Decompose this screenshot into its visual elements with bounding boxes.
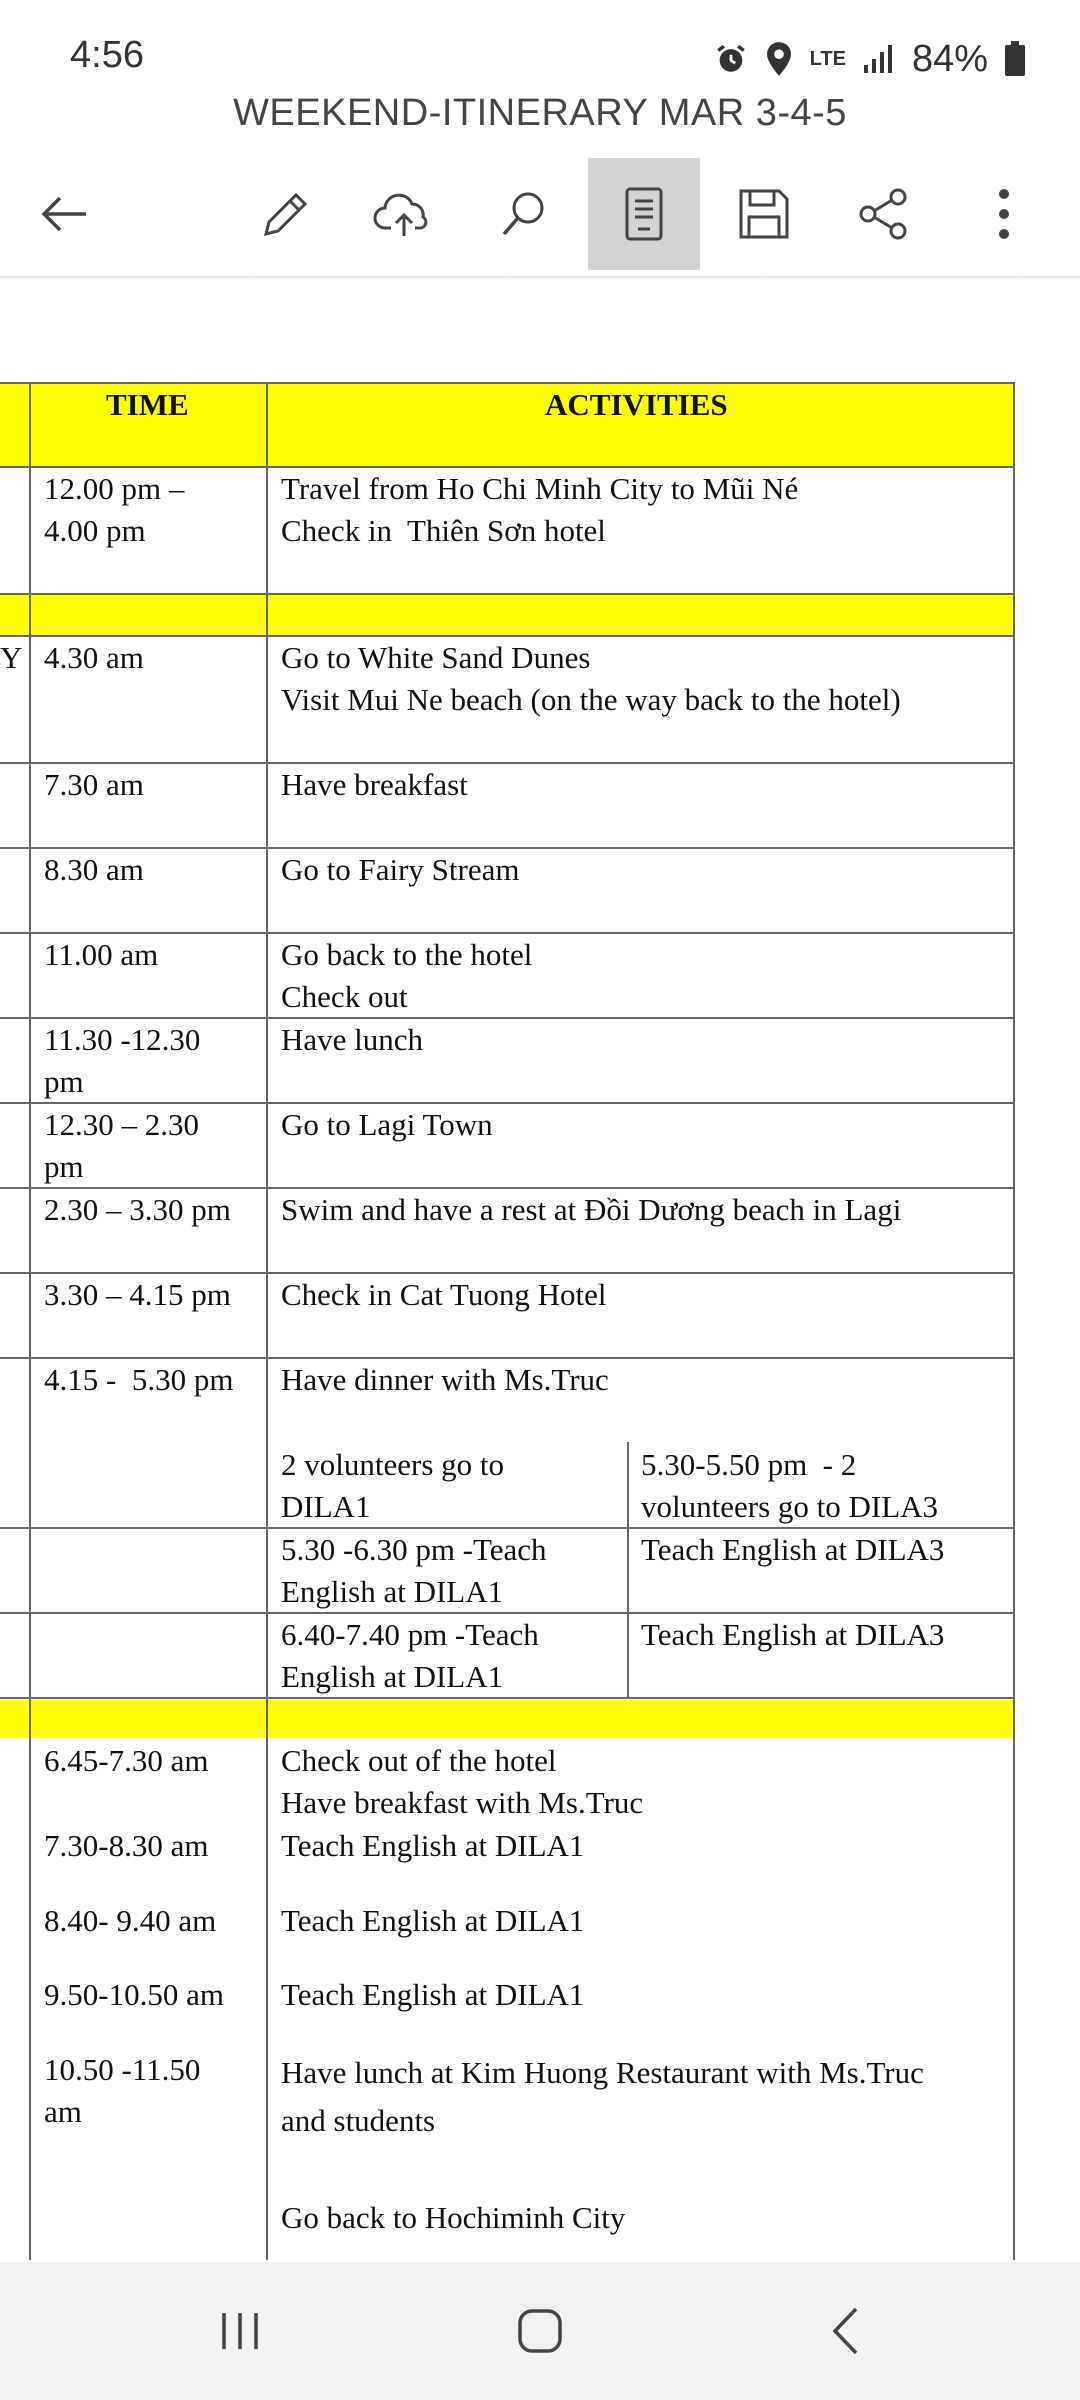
home-icon [516, 2307, 564, 2355]
time-cell: 10.50 -11.50 am [44, 2052, 201, 2129]
activity-cell: Have dinner with Ms.Truc [281, 1362, 609, 1397]
document-title: WEEKEND-ITINERARY MAR 3-4-5 [233, 92, 847, 134]
home-button[interactable] [440, 2262, 640, 2400]
split-cell-right: 5.30-5.50 pm - 2 volunteers go to DILA3 [641, 1447, 939, 1524]
recent-apps-button[interactable] [140, 2262, 340, 2400]
activity-cell: Check in Cat Tuong Hotel [281, 1277, 607, 1312]
time-cell: 8.40- 9.40 am [44, 1903, 217, 1938]
time-cell: 7.30 am [44, 767, 144, 802]
share-icon [856, 186, 912, 242]
time-cell: 4.30 am [44, 640, 144, 675]
time-cell: 11.30 -12.30 pm [44, 1022, 201, 1099]
activity-cell: Go to Fairy Stream [281, 852, 520, 887]
time-cell: 9.50-10.50 am [44, 1977, 224, 2012]
cloud-upload-icon [373, 186, 435, 242]
toolbar [0, 156, 1080, 276]
network-type: LTE [809, 48, 846, 70]
table-border [266, 382, 268, 2260]
activity-cell: Have lunch at Kim Huong Restaurant with Ms.Truc and students [281, 2055, 924, 2138]
split-cell-right: Teach English at DILA3 [641, 1617, 945, 1652]
split-cell-right: Teach English at DILA3 [641, 1532, 945, 1567]
document-page [0, 280, 1080, 2260]
time-cell: 6.45-7.30 am [44, 1743, 209, 1778]
battery-icon [1004, 41, 1026, 77]
table-border [0, 593, 1014, 595]
battery-level: 84% [911, 37, 988, 80]
activity-cell: Check out of the hotel Have breakfast with Ms.Truc [281, 1743, 644, 1820]
more-vert-icon [994, 186, 1014, 242]
cut-label: Y [0, 640, 23, 675]
status-time: 4:56 [70, 34, 144, 76]
save-button[interactable] [708, 158, 820, 270]
activity-cell: Teach English at DILA1 [281, 1977, 585, 2012]
split-cell-left: 2 volunteers go to DILA1 [281, 1447, 504, 1524]
back-button[interactable] [8, 158, 120, 270]
activity-cell: Go back to Hochiminh City [281, 2200, 626, 2235]
recent-apps-icon [218, 2309, 262, 2353]
view-mode-button[interactable] [588, 158, 700, 270]
split-cell-left: 6.40-7.40 pm -Teach English at DILA1 [281, 1617, 539, 1694]
time-cell: 8.30 am [44, 852, 144, 887]
status-icons [714, 34, 1026, 84]
activity-cell: Have breakfast [281, 767, 468, 802]
split-cell-left: 5.30 -6.30 pm -Teach English at DILA1 [281, 1532, 547, 1609]
activity-cell: Go back to the hotel Check out [281, 937, 533, 1014]
time-cell: 7.30-8.30 am [44, 1828, 209, 1863]
signal-icon [862, 43, 896, 75]
day3-highlight [0, 1700, 1014, 1738]
table-border [29, 382, 31, 2260]
back-icon [830, 2306, 860, 2356]
edit-button[interactable] [230, 158, 342, 270]
time-cell: 11.00 am [44, 937, 159, 972]
activity-cell: Go to Lagi Town [281, 1107, 493, 1142]
alarm-icon [714, 42, 748, 76]
search-icon [496, 186, 552, 242]
document-view-icon [616, 184, 672, 244]
location-icon [764, 41, 794, 77]
activity-cell: Teach English at DILA1 [281, 1828, 585, 1863]
time-cell: 2.30 – 3.30 pm [44, 1192, 231, 1227]
upload-button[interactable] [348, 158, 460, 270]
time-cell: 3.30 – 4.15 pm [44, 1277, 231, 1312]
time-cell: 12.00 pm – 4.00 pm [44, 471, 185, 548]
navigation-bar [0, 2262, 1080, 2400]
pencil-icon [258, 186, 314, 242]
table-border [0, 762, 1014, 764]
nav-back-button[interactable] [745, 2262, 945, 2400]
activity-cell: Have lunch [281, 1022, 424, 1057]
activity-cell: Go to White Sand Dunes Visit Mui Ne beach (on the way back to the hotel) [281, 640, 901, 717]
activity-cell: Swim and have a rest at Đồi Dương beach in Lagi [281, 1192, 902, 1227]
header-time: TIME [106, 387, 189, 422]
search-button[interactable] [468, 158, 580, 270]
share-button[interactable] [828, 158, 940, 270]
activity-cell: Travel from Ho Chi Minh City to Mũi Né Check in Thiên Sơn hotel [281, 471, 799, 548]
activity-cell: Teach English at DILA1 [281, 1903, 585, 1938]
more-options-button[interactable] [948, 158, 1060, 270]
save-icon [736, 186, 792, 242]
table-border [1013, 382, 1015, 2260]
header-activities: ACTIVITIES [545, 387, 728, 422]
table-border [627, 1442, 629, 1698]
time-cell: 12.30 – 2.30 pm [44, 1107, 199, 1184]
day2-highlight [0, 593, 1014, 635]
back-arrow-icon [36, 186, 92, 242]
time-cell: 4.15 - 5.30 pm [44, 1362, 234, 1397]
